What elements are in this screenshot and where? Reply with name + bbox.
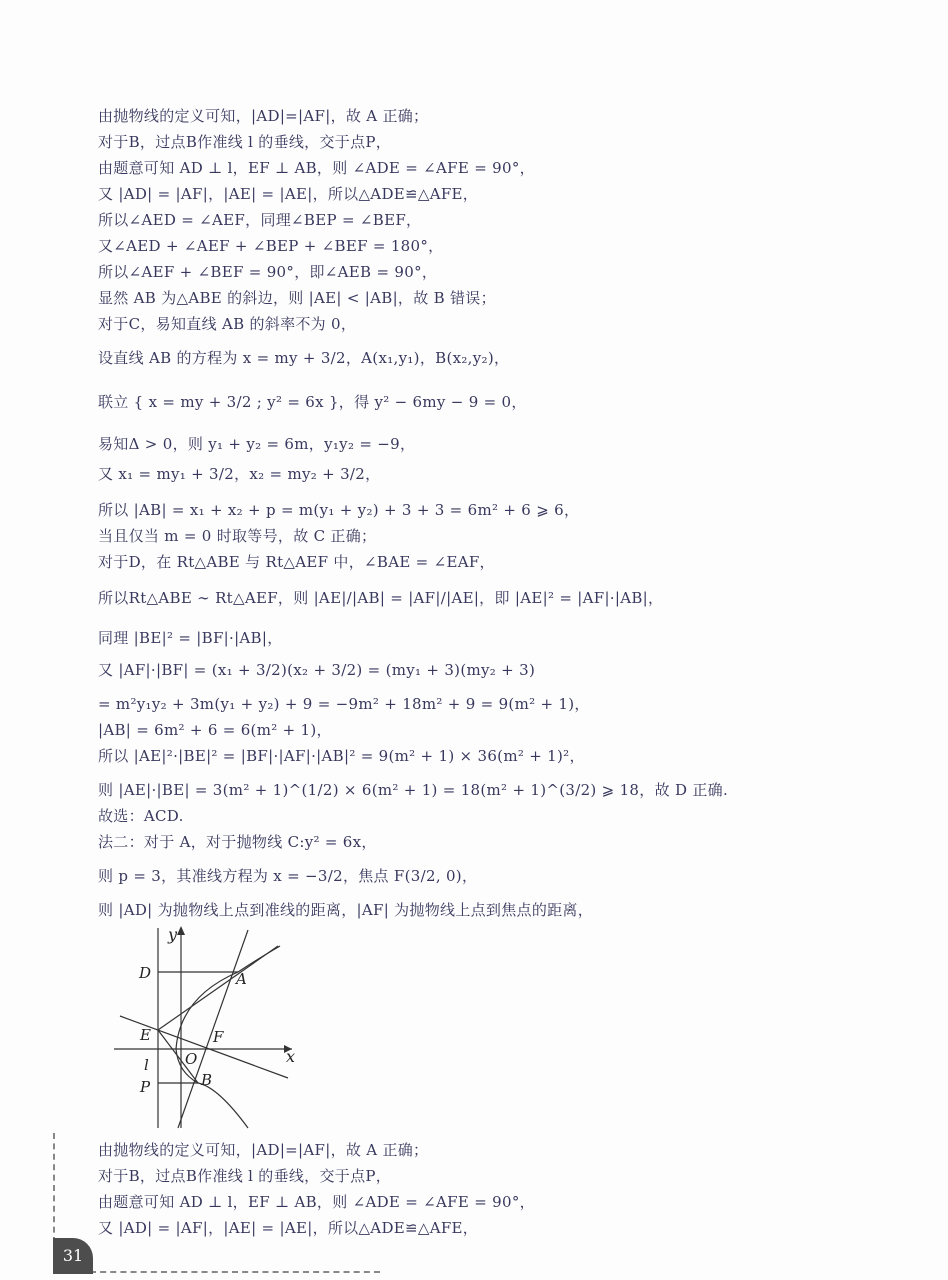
- text-line-12: 易知Δ > 0，则 y₁ + y₂ = 6m，y₁y₂ = −9，: [98, 435, 416, 453]
- text-line-3: 由题意可知 AD ⊥ l，EF ⊥ AB，则 ∠ADE = ∠AFE = 90°，: [98, 159, 535, 177]
- margin-dashed-horizontal: [90, 1271, 380, 1273]
- text-line-27: 则 |AD| 为抛物线上点到准线的距离，|AF| 为抛物线上点到焦点的距离，: [98, 901, 594, 919]
- text-line-17: 所以Rt△ABE ∼ Rt△AEF，则 |AE|/|AB| = |AF|/|AE|，即 |AE|² = |AF|·|AB|，: [98, 589, 664, 607]
- text-line-5: 所以∠AED = ∠AEF，同理∠BEP = ∠BEF，: [98, 211, 422, 229]
- text-line-16: 对于D，在 Rt△ABE 与 Rt△AEF 中，∠BAE = ∠EAF，: [98, 553, 495, 571]
- text-line-15: 当且仅当 m = 0 时取等号，故 C 正确；: [98, 527, 377, 545]
- label-E: E: [140, 1026, 151, 1044]
- label-A: A: [236, 970, 247, 988]
- label-D: D: [139, 964, 152, 982]
- text-line-21: |AB| = 6m² + 6 = 6(m² + 1)，: [98, 721, 332, 739]
- text-line-29: 对于B，过点B作准线 l 的垂线，交于点P，: [98, 1167, 392, 1185]
- text-line-9: 对于C，易知直线 AB 的斜率不为 0，: [98, 315, 357, 333]
- page-number: 31: [62, 1246, 84, 1265]
- text-line-10: 设直线 AB 的方程为 x = my + 3/2，A(x₁,y₁)，B(x₂,y₂)，: [98, 349, 510, 367]
- text-line-13: 又 x₁ = my₁ + 3/2，x₂ = my₂ + 3/2，: [98, 465, 381, 483]
- text-line-19: 又 |AF|·|BF| = (x₁ + 3/2)(x₂ + 3/2) = (my₁ + 3)(my₂ + 3): [98, 661, 536, 679]
- text-line-28: 由抛物线的定义可知，|AD|=|AF|，故 A 正确；: [98, 1141, 429, 1159]
- text-line-6: 又∠AED + ∠AEF + ∠BEP + ∠BEF = 180°，: [98, 237, 444, 255]
- margin-dashed-vertical: [53, 1133, 55, 1243]
- label-P: P: [140, 1078, 151, 1096]
- text-line-31: 又 |AD| = |AF|，|AE| = |AE|，所以△ADE≌△AFE，: [98, 1219, 479, 1237]
- text-line-7: 所以∠AEF + ∠BEF = 90°，即∠AEB = 90°，: [98, 263, 438, 281]
- label-F: F: [213, 1028, 224, 1046]
- text-line-20: = m²y₁y₂ + 3m(y₁ + y₂) + 9 = −9m² + 18m² + 9 = 9(m² + 1)，: [98, 695, 590, 713]
- text-line-24: 故选：ACD.: [98, 807, 184, 825]
- page-number-tab: [53, 1238, 93, 1274]
- text-line-22: 所以 |AE|²·|BE|² = |BF|·|AF|·|AB|² = 9(m² + 1) × 36(m² + 1)²，: [98, 747, 585, 765]
- text-line-2: 对于B，过点B作准线 l 的垂线，交于点P，: [98, 133, 392, 151]
- segment-EA: [158, 946, 278, 1030]
- text-line-25: 法二：对于 A，对于抛物线 C:y² = 6x，: [98, 833, 377, 851]
- text-line-23: 则 |AE|·|BE| = 3(m² + 1)^(1/2) × 6(m² + 1) = 18(m² + 1)^(3/2) ⩾ 18，故 D 正确.: [98, 781, 729, 799]
- parabola-figure: [108, 922, 308, 1134]
- text-line-4: 又 |AD| = |AF|，|AE| = |AE|，所以△ADE≌△AFE，: [98, 185, 479, 203]
- y-axis-arrow: [177, 926, 185, 935]
- label-l: l: [144, 1056, 149, 1074]
- label-O: O: [185, 1050, 198, 1068]
- label-y: y: [168, 925, 178, 944]
- text-line-1: 由抛物线的定义可知，|AD|=|AF|，故 A 正确；: [98, 107, 429, 125]
- label-x: x: [286, 1047, 296, 1066]
- parabola-curve: [176, 946, 280, 1128]
- label-B: B: [201, 1071, 213, 1089]
- text-line-14: 所以 |AB| = x₁ + x₂ + p = m(y₁ + y₂) + 3 + 3 = 6m² + 6 ⩾ 6，: [98, 501, 580, 519]
- text-line-11: 联立 { x = my + 3/2 ; y² = 6x }，得 y² − 6my − 9 = 0，: [98, 393, 527, 411]
- text-line-18: 同理 |BE|² = |BF|·|AB|，: [98, 629, 283, 647]
- text-line-30: 由题意可知 AD ⊥ l，EF ⊥ AB，则 ∠ADE = ∠AFE = 90°，: [98, 1193, 535, 1211]
- text-line-8: 显然 AB 为△ABE 的斜边，则 |AE| < |AB|，故 B 错误；: [98, 289, 496, 307]
- text-line-26: 则 p = 3，其准线方程为 x = −3/2，焦点 F(3/2, 0)，: [98, 867, 478, 885]
